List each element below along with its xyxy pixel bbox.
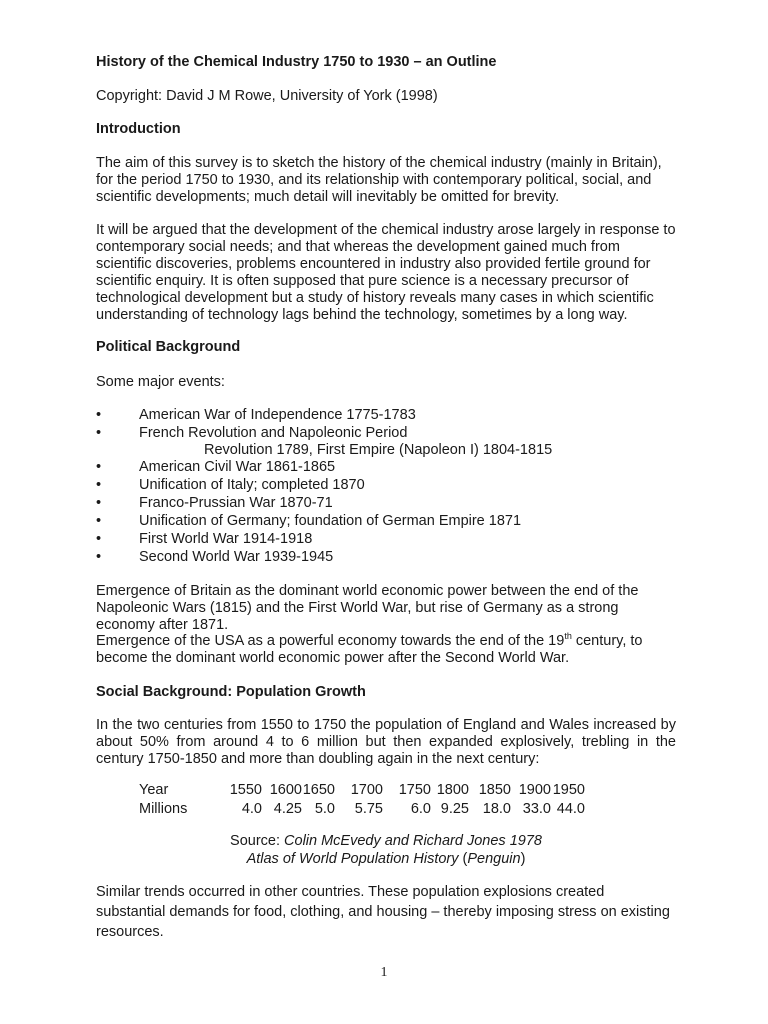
table-row: Millions 4.0 4.25 5.0 5.75 6.0 9.25 18.0 33.0 44.0 <box>139 801 585 817</box>
usa-paragraph: Emergence of the USA as a powerful economy towards the end of the 19th century, to become the dominant world economic power after the Second World War. <box>96 631 643 666</box>
bullet-icon: • <box>96 477 102 493</box>
introduction-heading: Introduction <box>96 121 181 137</box>
events-list <box>96 407 676 567</box>
bullet-icon: • <box>96 495 102 511</box>
introduction-paragraph-1: The aim of this survey is to sketch the history of the chemical industry (mainly in Britain), for the period 1750 to 1930, and its relationship with contemporary political, social, and scientific developments; much detail will inevitably be omitted for brevity. <box>96 155 662 205</box>
list-item: • First World War 1914-1918 <box>96 531 313 547</box>
list-item: • Unification of Germany; foundation of German Empire 1871 <box>96 513 522 529</box>
copyright-line: Copyright: David J M Rowe, University of York (1998) <box>96 88 438 104</box>
document-title: History of the Chemical Industry 1750 to 1930 – an Outline <box>96 54 497 70</box>
similar-trends-paragraph: Similar trends occurred in other countries. These population explosions created substantial demands for food, clothing, and housing – thereby imposing stress on existing resources. <box>96 884 670 940</box>
political-heading: Political Background <box>96 339 241 355</box>
bullet-icon: • <box>96 531 102 547</box>
introduction-paragraph-2: It will be argued that the development of the chemical industry arose largely in response to contemporary social needs; and that whereas the development gained much from scientific discoveries, problems encountered in industry also provided fertile ground for scientific enquiry. It is often supposed that pure science is a necessary precursor of technological development but a study of history reveals many cases in which scientific understanding of technology lags behind the technology, sometimes by a long way. <box>96 222 676 323</box>
population-source: Source: Colin McEvedy and Richard Jones 1978 Atlas of World Population History (Penguin) <box>230 833 542 867</box>
table-row: Year 1550 1600 1650 1700 1750 1800 1850 1900 1950 <box>139 782 585 798</box>
bullet-icon: • <box>96 425 102 441</box>
bullet-icon: • <box>96 407 102 423</box>
bullet-icon: • <box>96 459 102 475</box>
bullet-icon: • <box>96 513 102 529</box>
list-item: • French Revolution and Napoleonic Period <box>96 425 408 441</box>
list-item: • Unification of Italy; completed 1870 <box>96 477 365 493</box>
list-sub-item: Revolution 1789, First Empire (Napoleon I) 1804-1815 <box>204 442 553 458</box>
britain-paragraph: Emergence of Britain as the dominant world economic power between the end of the Napoleonic Wars (1815) and the First World War, but rise of Germany as a strong economy after 1871. <box>96 583 639 633</box>
list-item: • American War of Independence 1775-1783 <box>96 407 416 423</box>
list-item: • Franco-Prussian War 1870-71 <box>96 495 333 511</box>
political-intro: Some major events: <box>96 374 225 390</box>
population-table <box>139 781 585 819</box>
population-paragraph: In the two centuries from 1550 to 1750 the population of England and Wales increased by about 50% from around 4 to 6 million but then expanded explosively, trebling in the century 1750-1850 and more than doubling again in the next century: <box>96 717 676 767</box>
bullet-icon: • <box>96 549 102 565</box>
page-number: 1 <box>380 965 388 980</box>
list-item: • Second World War 1939-1945 <box>96 549 334 565</box>
social-heading: Social Background: Population Growth <box>96 684 366 700</box>
list-item: • American Civil War 1861-1865 <box>96 459 336 475</box>
